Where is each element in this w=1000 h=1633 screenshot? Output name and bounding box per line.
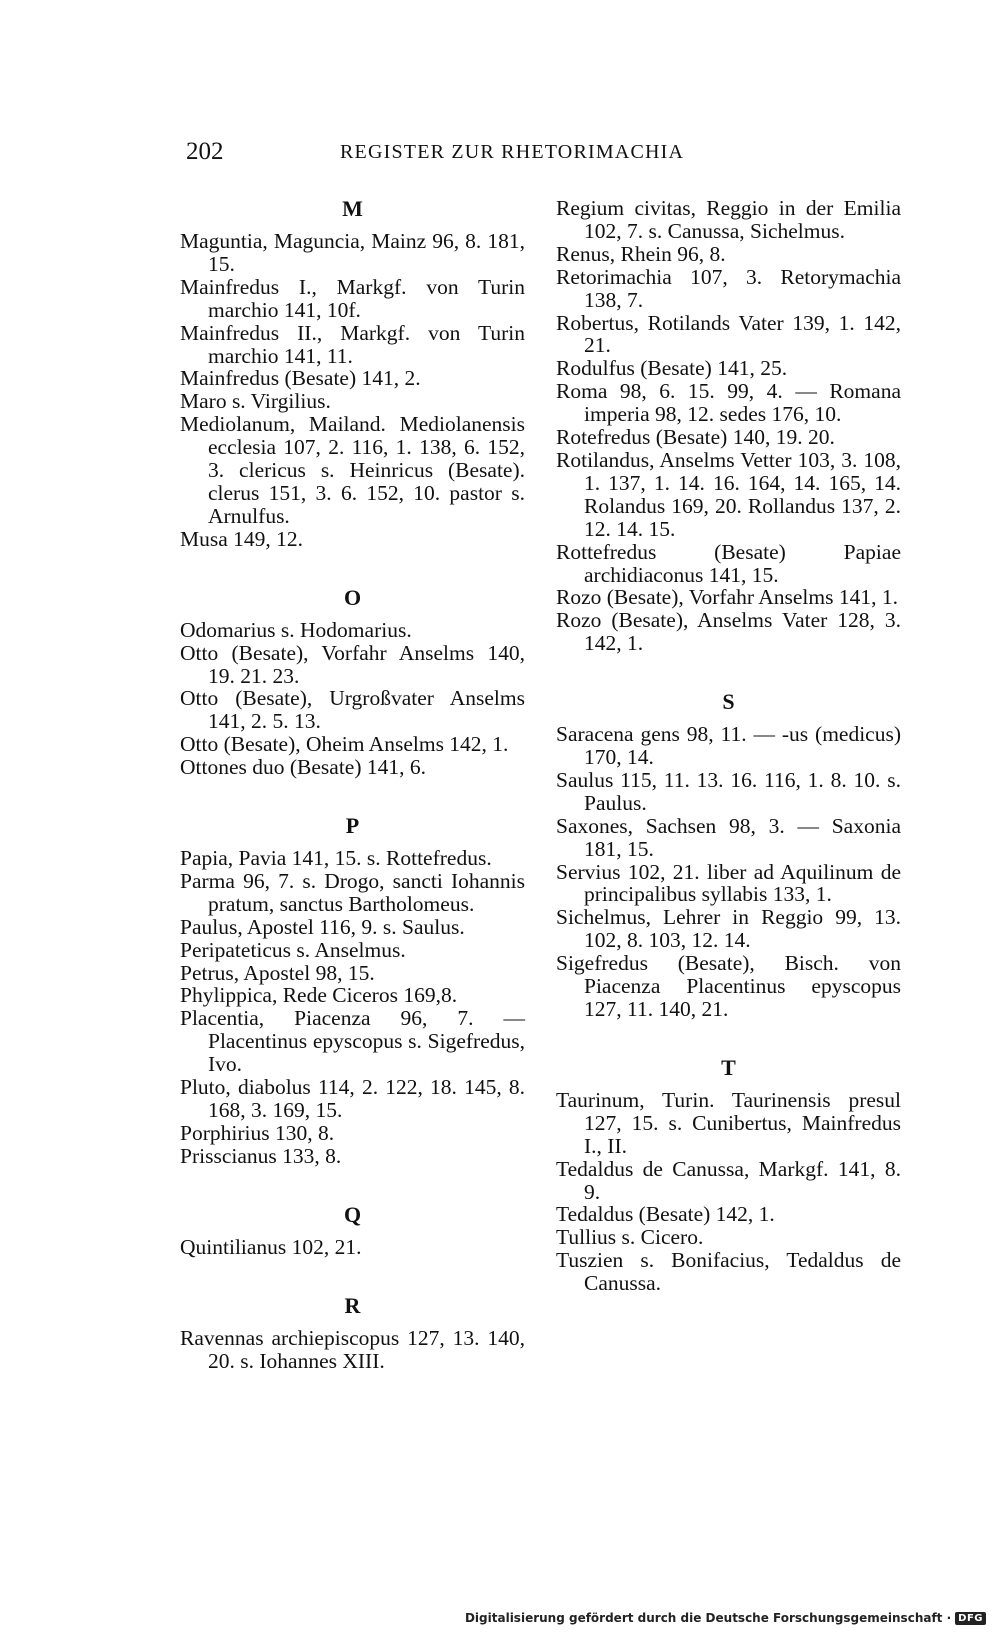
index-entry: Placentia, Piacenza 96, 7. — Placentinus epyscopus s. Sigefredus, Ivo. <box>180 1006 525 1077</box>
index-entry: Tedaldus (Besate) 142, 1. <box>556 1202 775 1227</box>
index-entry: Tedaldus de Canussa, Markgf. 141, 8. 9. <box>556 1156 901 1204</box>
index-column-right <box>556 197 901 1295</box>
index-entry: Otto (Besate), Urgroßvater Anselms 141, 2. 5. 13. <box>180 686 525 734</box>
running-head: REGISTER ZUR RHETORIMACHIA <box>340 141 685 163</box>
credit-text: Digitalisierung gefördert durch die Deutsche Forschungsgemeinschaft · <box>464 1611 952 1625</box>
index-entry: Paulus, Apostel 116, 9. s. Saulus. <box>180 914 465 939</box>
index-entry: Mainfredus (Besate) 141, 2. <box>180 366 421 391</box>
index-entry: Rodulfus (Besate) 141, 25. <box>556 356 788 381</box>
index-entry: Saracena gens 98, 11. — -us (medicus) 170, 14. <box>556 722 901 770</box>
section-letter-r: R <box>344 1292 361 1318</box>
index-entry: Rotilandus, Anselms Vetter 103, 3. 108, 1. 137, 1. 14. 16. 164, 14. 165, 14. Rolandus 169, 20. Rollandus 137, 2. 12. 14. 15. <box>556 447 901 541</box>
index-entry: Taurinum, Turin. Taurinensis presul 127, 15. s. Cunibertus, Mainfredus I., II. <box>556 1087 901 1158</box>
section-letter-q: Q <box>343 1201 362 1227</box>
index-entry: Rozo (Besate), Vorfahr Anselms 141, 1. <box>556 585 898 610</box>
index-entry: Peripateticus s. Anselmus. <box>180 937 406 962</box>
index-entry: Rotefredus (Besate) 140, 19. 20. <box>556 425 835 450</box>
index-entry: Ottones duo (Besate) 141, 6. <box>180 755 427 780</box>
index-entry: Otto (Besate), Oheim Anselms 142, 1. <box>180 732 509 757</box>
section-letter-t: T <box>721 1054 736 1080</box>
index-entry: Musa 149, 12. <box>180 526 304 551</box>
section-letter-p: P <box>345 813 360 839</box>
index-entry: Tullius s. Cicero. <box>556 1225 704 1250</box>
index-entry: Papia, Pavia 141, 15. s. Rottefredus. <box>180 846 492 871</box>
index-entry: Roma 98, 6. 15. 99, 4. — Romana imperia 98, 12. sedes 176, 10. <box>556 379 901 427</box>
index-entry: Saxones, Sachsen 98, 3. — Saxonia 181, 15. <box>556 813 901 861</box>
index-entry: Maguntia, Maguncia, Mainz 96, 8. 181, 15. <box>180 229 525 276</box>
index-entry: Renus, Rhein 96, 8. <box>556 241 726 266</box>
index-entry: Retorimachia 107, 3. Retorymachia 138, 7. <box>556 264 901 312</box>
index-entry: Rozo (Besate), Anselms Vater 128, 3. 142, 1. <box>556 608 901 656</box>
index-entry: Petrus, Apostel 98, 15. <box>180 960 375 985</box>
index-entry: Rottefredus (Besate) Papiae archidiaconus 141, 15. <box>556 539 901 587</box>
section-letter-m: M <box>342 196 363 221</box>
index-entry: Ravennas archiepiscopus 127, 13. 140, 20. s. Iohannes XIII. <box>180 1325 525 1373</box>
index-entry: Phylippica, Rede Ciceros 169,8. <box>180 983 458 1008</box>
index-entry: Otto (Besate), Vorfahr Anselms 140, 19. 21. 23. <box>180 640 525 688</box>
index-entry: Saulus 115, 11. 13. 16. 116, 1. 8. 10. s. Paulus. <box>556 767 901 815</box>
index-entry: Mainfredus II., Markgf. von Turin marchio 141, 11. <box>180 320 525 368</box>
index-entry: Odomarius s. Hodomarius. <box>180 617 412 642</box>
index-entry: Robertus, Rotilands Vater 139, 1. 142, 21. <box>556 310 901 358</box>
section-letter-s: S <box>722 689 735 715</box>
index-entry: Parma 96, 7. s. Drogo, sancti Iohannis pratum, sanctus Bartholomeus. <box>180 868 525 916</box>
dfg-logo: DFG <box>955 1612 986 1625</box>
index-entry: Regium civitas, Reggio in der Emilia 102, 7. s. Canussa, Sichelmus. <box>556 196 901 243</box>
index-column-left <box>180 196 525 1372</box>
index-entry: Tuszien s. Bonifacius, Tedaldus de Canussa. <box>556 1248 901 1296</box>
index-entry: Mediolanum, Mailand. Mediolanensis ecclesia 107, 2. 116, 1. 138, 6. 152, 3. clericus s. Heinricus (Besate). clerus 151, 3. 6. 152, 10. pastor s. Arnulfus. <box>180 412 525 528</box>
index-entry: Quintilianus 102, 21. <box>180 1234 362 1259</box>
index-entry: Servius 102, 21. liber ad Aquilinum de principalibus syllabis 133, 1. <box>556 859 901 907</box>
section-letter-o: O <box>343 584 362 610</box>
index-entry: Pluto, diabolus 114, 2. 122, 18. 145, 8. 168, 3. 169, 15. <box>180 1075 525 1122</box>
index-entry: Prisscianus 133, 8. <box>180 1143 342 1168</box>
digitization-credit <box>465 1611 986 1625</box>
index-entry: Sichelmus, Lehrer in Reggio 99, 13. 102, 8. 103, 12. 14. <box>556 905 901 953</box>
index-entry: Maro s. Virgilius. <box>180 389 331 414</box>
index-entry: Porphirius 130, 8. <box>180 1120 335 1145</box>
index-entry: Sigefredus (Besate), Bisch. von Piacenza Placentinus epyscopus 127, 11. 140, 21. <box>556 951 901 1021</box>
index-entry: Mainfredus I., Markgf. von Turin marchio 141, 10f. <box>180 274 525 322</box>
page-number: 202 <box>186 138 224 165</box>
